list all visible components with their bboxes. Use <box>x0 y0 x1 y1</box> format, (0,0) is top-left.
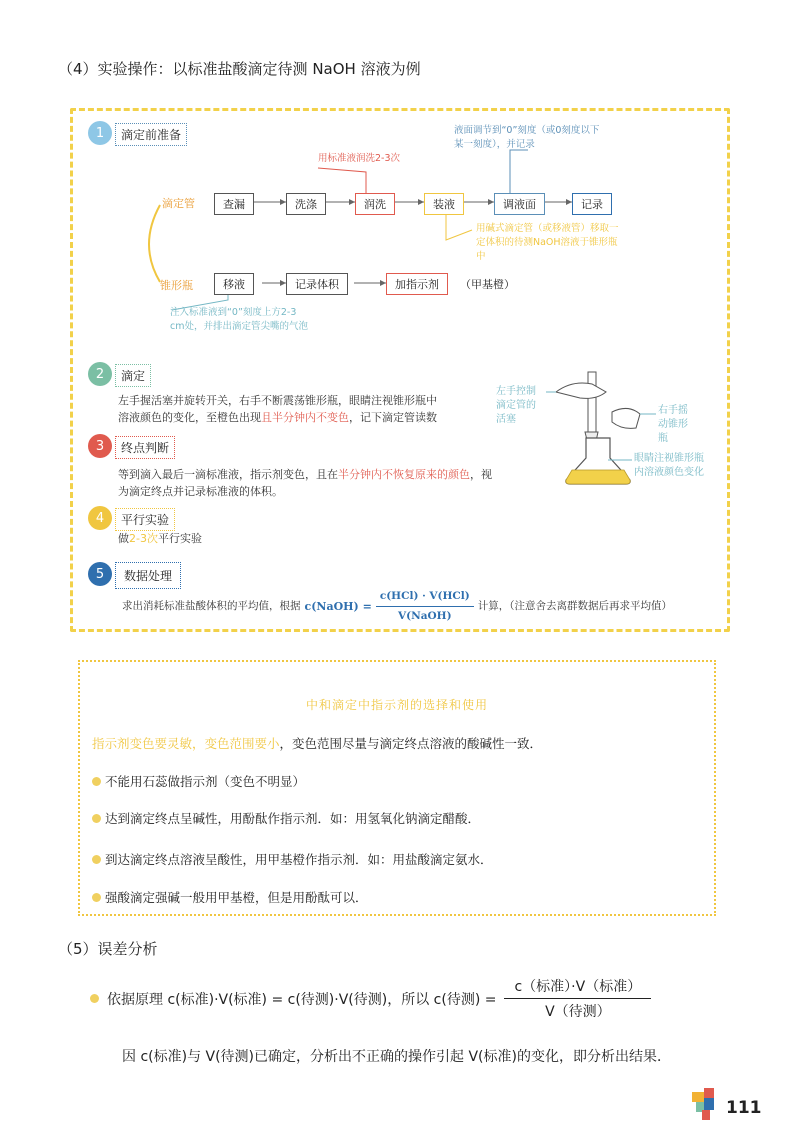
titration-line-2c: ，记下滴定管读数 <box>349 411 437 424</box>
flow-step-record: 记录 <box>572 193 612 215</box>
indicator-lead <box>92 734 542 752</box>
principle-denominator: V（待测） <box>545 1004 611 1020</box>
titration-line-1: 左手握活塞并旋转开关，右手不断震荡锥形瓶，眼睛注视锥形瓶中 <box>118 394 437 407</box>
flow-step-fill: 装液 <box>424 193 464 215</box>
publisher-logo-icon <box>690 1088 720 1122</box>
endpoint-line-1 <box>118 466 492 483</box>
parallel-a: 做 <box>118 532 129 545</box>
step-1-label: 滴定前准备 <box>115 123 187 146</box>
page-number: 111 <box>726 1098 762 1118</box>
indicator-box <box>78 660 716 916</box>
titration-line-2 <box>118 409 437 426</box>
step-3-number: 3 <box>88 434 112 458</box>
indicator-item-text: 强酸滴定强碱一般用甲基橙，但是用酚酞可以． <box>104 890 368 905</box>
principle-fraction <box>504 976 651 1021</box>
bullet-icon <box>90 994 99 1003</box>
flow-step-check-leak: 查漏 <box>214 193 254 215</box>
formula-denominator: V(NaOH) <box>397 610 452 622</box>
label-right-hand-3: 瓶 <box>658 433 668 444</box>
label-eye-1: 眼睛注视锥形瓶 <box>634 453 704 464</box>
data-prefix: 求出消耗标准盐酸体积的平均值，根据 <box>122 600 301 612</box>
formula-fraction <box>376 588 474 625</box>
titration-line-2b: 且半分钟内不变色 <box>261 411 349 424</box>
label-eye-2: 内溶液颜色变化 <box>634 467 704 478</box>
indicator-lead-b: ，变色范围尽量与滴定终点溶液的酸碱性一致． <box>279 736 543 751</box>
step-2-label: 滴定 <box>115 364 151 387</box>
flow-step-record-volume: 记录体积 <box>286 273 348 295</box>
endpoint-line-1c: ，视 <box>470 468 492 481</box>
parallel-line <box>118 530 202 547</box>
flow-step-wash: 洗涤 <box>286 193 326 215</box>
indicator-lead-a: 指示剂变色要灵敏，变色范围要小 <box>92 736 280 751</box>
principle-numerator: c（标准）·V（标准） <box>504 976 651 999</box>
formula-numerator: c(HCl) · V(HCl) <box>376 588 474 607</box>
indicator-item <box>92 772 305 790</box>
flask-label: 锥形瓶 <box>160 279 193 292</box>
indicator-note: （甲基橙） <box>460 278 515 291</box>
conclusion-line: 因 c(标准)与 V(待测)已确定，分析出不正确的操作引起 V(标准)的变化，即分析出结果． <box>122 1049 671 1065</box>
step-4-number: 4 <box>88 506 112 530</box>
note-fill-1: 注入标准液到“0”刻度上方2-3 <box>170 307 297 318</box>
indicator-item-text: 到达滴定终点溶液呈酸性，用甲基橙作指示剂．如：用盐酸滴定氨水． <box>104 852 493 867</box>
formula-lhs: c(NaOH) = <box>304 600 372 613</box>
note-level-2: 某一刻度），并记录 <box>454 139 535 150</box>
indicator-item <box>92 888 368 906</box>
section-5-heading: （5）误差分析 <box>58 940 158 958</box>
principle-line <box>90 976 651 1021</box>
bullet-icon <box>92 855 101 864</box>
bullet-icon <box>92 893 101 902</box>
note-fill-2: cm处，并排出滴定管尖嘴的气泡 <box>170 321 308 332</box>
bullet-icon <box>92 777 101 786</box>
titration-line-2a: 溶液颜色的变化，至橙色出现 <box>118 411 261 424</box>
data-suffix: 计算，（注意舍去离群数据后再求平均值） <box>477 600 672 612</box>
flow-step-add-indicator: 加指示剂 <box>386 273 448 295</box>
step-5-label: 数据处理 <box>115 562 181 589</box>
label-left-hand-3: 活塞 <box>496 414 516 425</box>
step-2-number: 2 <box>88 362 112 386</box>
flow-step-rinse: 润洗 <box>355 193 395 215</box>
label-left-hand-2: 滴定管的 <box>496 400 536 411</box>
endpoint-line-1b: 半分钟内不恢复原来的颜色 <box>338 468 470 481</box>
note-pipette-2: 定体积的待测NaOH溶液于锥形瓶 <box>476 237 618 248</box>
brace <box>149 205 160 282</box>
step-5-number: 5 <box>88 562 112 586</box>
label-right-hand-2: 动锥形 <box>658 419 688 430</box>
step-1-number: 1 <box>88 121 112 145</box>
step-3-label: 终点判断 <box>115 436 175 459</box>
indicator-item <box>92 809 480 827</box>
parallel-c: 平行实验 <box>157 532 202 545</box>
data-processing-line <box>122 588 672 625</box>
indicator-box-title: 中和滴定中指示剂的选择和使用 <box>305 698 488 712</box>
note-level-1: 液面调节到“0”刻度（或0刻度以下 <box>454 125 600 136</box>
label-left-hand-1: 左手控制 <box>496 386 536 397</box>
flow-step-transfer: 移液 <box>214 273 254 295</box>
endpoint-line-2: 为滴定终点并记录标准液的体积。 <box>118 485 283 498</box>
principle-text: 依据原理 c(标准)·V(标准) = c(待测)·V(待测)，所以 c(待测) = <box>107 991 497 1008</box>
indicator-item-text: 不能用石蕊做指示剂（变色不明显） <box>104 774 305 789</box>
endpoint-line-1a: 等到滴入最后一滴标准液，指示剂变色，且在 <box>118 468 338 481</box>
step-4-label: 平行实验 <box>115 508 175 531</box>
indicator-item-text: 达到滴定终点呈碱性，用酚酞作指示剂．如：用氢氧化钠滴定醋酸． <box>104 811 480 826</box>
indicator-item <box>92 850 493 868</box>
bullet-icon <box>92 814 101 823</box>
note-pipette-3: 中 <box>476 251 486 262</box>
label-right-hand-1: 右手摇 <box>658 405 688 416</box>
burette-label: 滴定管 <box>162 197 195 210</box>
note-rinse: 用标准液润洗2-3次 <box>318 153 401 164</box>
flow-step-adjust-level: 调液面 <box>494 193 545 215</box>
parallel-b: 2-3次 <box>129 532 158 545</box>
section-4-heading: （4）实验操作：以标准盐酸滴定待测 NaOH 溶液为例 <box>58 60 421 78</box>
note-pipette-1: 用碱式滴定管（或移液管）移取一 <box>476 223 619 234</box>
